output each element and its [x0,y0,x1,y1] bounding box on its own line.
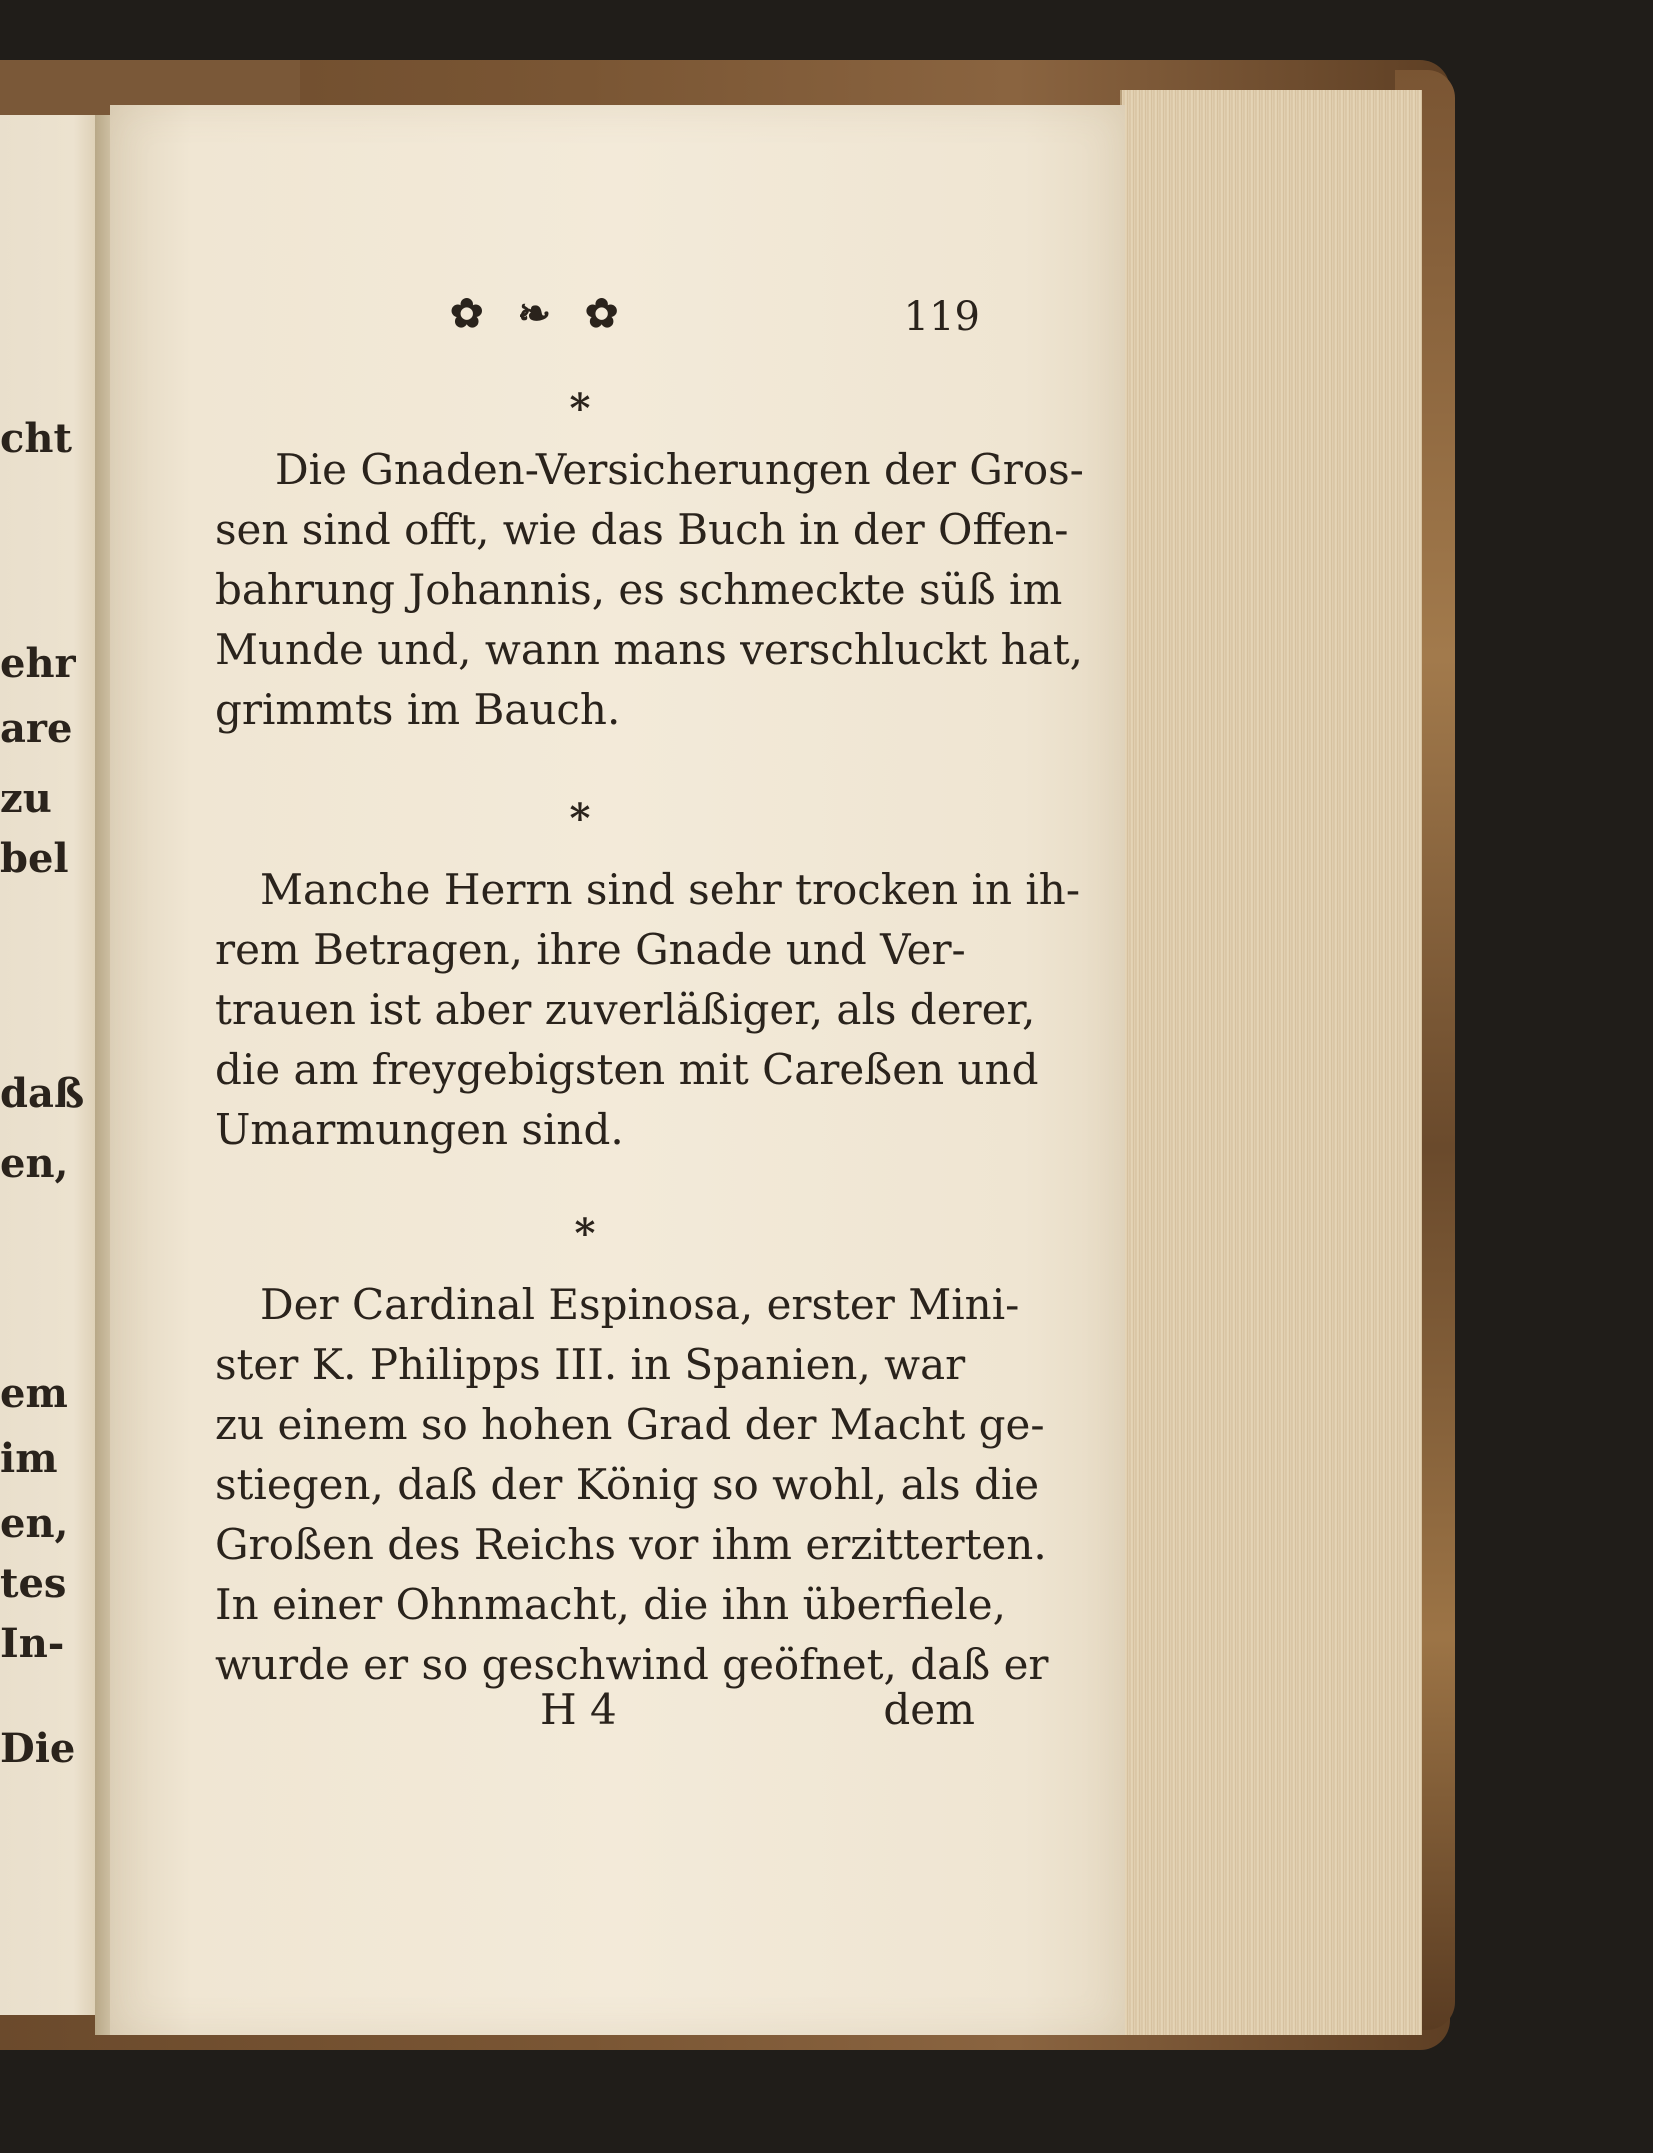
left-fragment: cht [0,415,72,462]
section-separator: * [574,1210,596,1257]
text-line: rem Betragen, ihre Gnade und Ver- [215,925,966,974]
catchword: dem [883,1685,975,1734]
page-block-edge [1120,90,1422,2035]
signature-mark: H 4 [540,1685,617,1734]
left-fragment: im [0,1435,58,1482]
text-line: Großen des Reichs vor ihm erzitterten. [215,1520,1047,1569]
text-line: trauen ist aber zuverläßiger, als derer, [215,985,1036,1034]
text-line: wurde er so geschwind geöfnet, daß er [215,1640,1049,1689]
text-line: Der Cardinal Espinosa, erster Mini- [260,1280,1020,1329]
text-line: bahrung Johannis, es schmeckte süß im [215,565,1063,614]
paragraph-3 [215,1275,1049,1695]
running-header [220,290,980,350]
left-fragment: bel [0,835,69,882]
left-fragment: ehr [0,640,76,687]
text-line: Munde und, wann mans verschluckt hat, [215,625,1083,674]
left-fragment: In- [0,1620,65,1667]
section-separator: * [569,795,591,842]
left-fragment: zu [0,775,52,822]
text-line: In einer Ohnmacht, die ihn überfiele, [215,1580,1006,1629]
text-line: Umarmungen sind. [215,1105,624,1154]
left-page [0,115,105,2015]
left-fragment: en, [0,1500,69,1547]
text-line: grimmts im Bauch. [215,685,621,734]
header-ornament: ✿ ❧ ✿ [450,290,629,337]
left-fragment: tes [0,1560,67,1607]
left-fragment: em [0,1370,68,1417]
text-line: Manche Herrn sind sehr trocken in ih- [260,865,1081,914]
text-line: die am freygebigsten mit Careßen und [215,1045,1039,1094]
text-line: zu einem so hohen Grad der Macht ge- [215,1400,1045,1449]
paragraph-2 [215,860,1081,1160]
left-fragment: are [0,705,73,752]
text-line: Die Gnaden-Versicherungen der Gros- [275,445,1084,494]
left-fragment: en, [0,1140,69,1187]
paragraph-1 [215,440,1084,740]
text-line: sen sind offt, wie das Buch in der Offen- [215,505,1069,554]
page-footer [215,1685,975,1745]
text-line: stiegen, daß der König so wohl, als die [215,1460,1040,1509]
left-fragment: daß [0,1070,85,1117]
page-number: 119 [903,294,980,340]
section-separator: * [569,385,591,432]
left-fragment: Die [0,1725,76,1772]
text-line: ster K. Philipps III. in Spanien, war [215,1340,966,1389]
